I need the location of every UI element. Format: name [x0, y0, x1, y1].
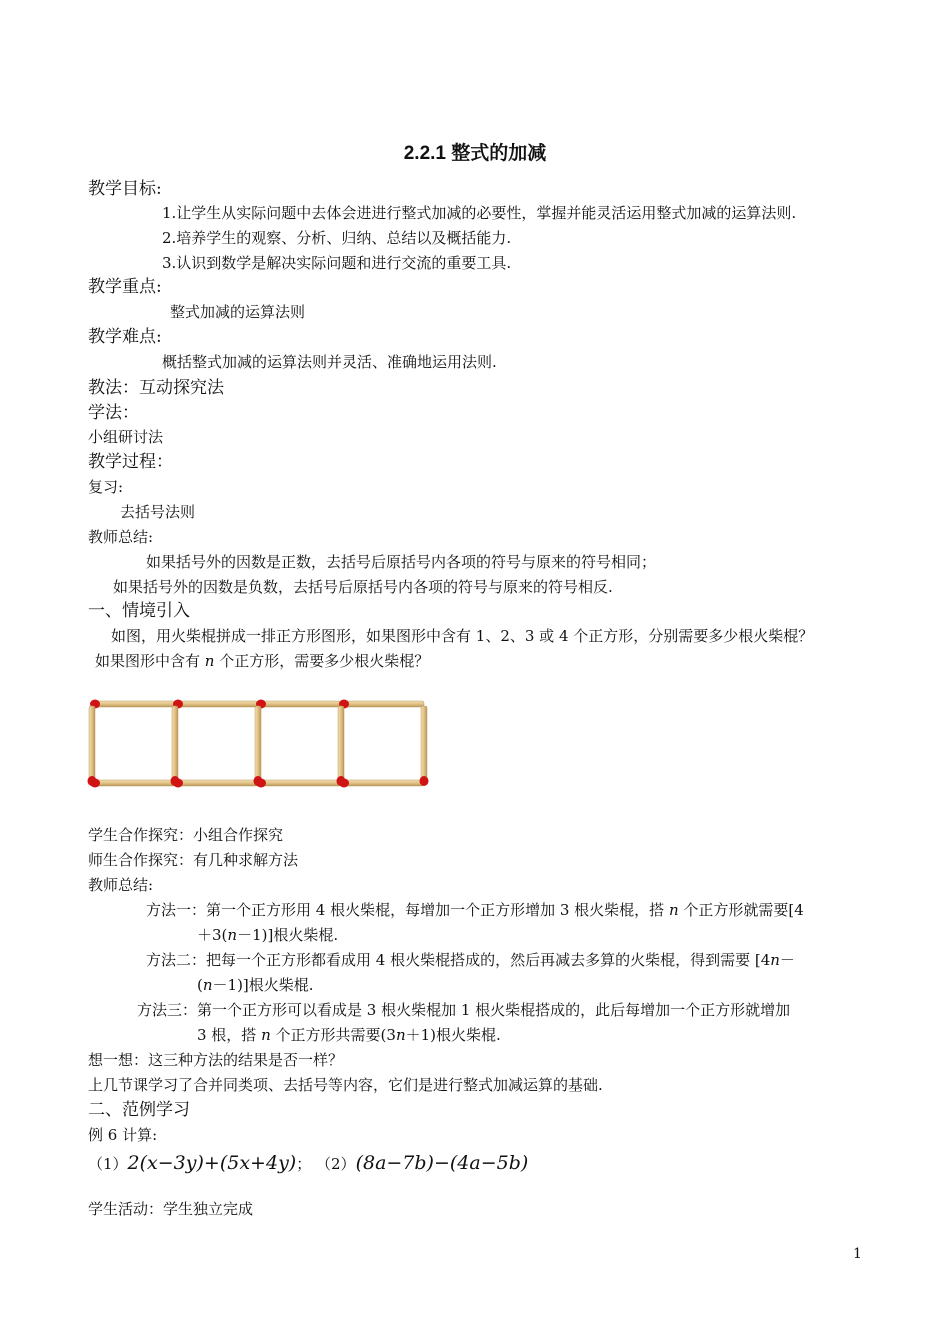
match-vertical: [89, 706, 95, 783]
student-exploration: 学生合作探究：小组合作探究: [88, 826, 284, 844]
match-head: [420, 776, 429, 786]
question-line1: 如图，用火柴棍拼成一排正方形图形，如果图形中含有 1、2、3 或 4 个正方形，分别需要多少根火柴棍？: [111, 627, 814, 645]
method3-line1: 方法三：第一个正方形可以看成是 3 根火柴棍加 1 根火柴棍搭成的，此后每增加一个正方形就增加: [137, 1001, 791, 1019]
match-head: [254, 776, 263, 786]
match-head: [337, 776, 346, 786]
goal-item: 2.培养学生的观察、分析、归纳、总结以及概括能力.: [162, 229, 512, 247]
match-horizontal: [260, 780, 341, 786]
section2-heading: 二、范例学习: [88, 1100, 190, 1120]
goal-item: 1.让学生从实际问题中去体会进进行整式加减的必要性，掌握并能灵活运用整式加减的运算法则.: [162, 204, 797, 222]
problem1-expression: 2(x−3y)+(5x+4y): [127, 1152, 297, 1174]
method1-line1: 方法一：第一个正方形用 4 根火柴棍，每增加一个正方形增加 3 根火柴棍，搭 n 个正方形就需要[4: [146, 901, 804, 919]
method2-line2: (n－1)]根火柴棍.: [197, 976, 314, 994]
explore-summary-label: 教师总结:: [88, 876, 154, 894]
matchstick-figure: [84, 694, 434, 796]
teacher-student-exploration: 师生合作探究：有几种求解方法: [88, 851, 299, 869]
match-horizontal: [94, 780, 175, 786]
review-label: 复习:: [88, 478, 124, 496]
page-number: 1: [853, 1246, 862, 1262]
match-vertical: [172, 706, 178, 783]
match-horizontal: [260, 701, 341, 707]
match-horizontal: [94, 701, 175, 707]
example-label: 例 6 计算:: [88, 1126, 158, 1144]
rule-negative: 如果括号外的因数是负数，去括号后原括号内各项的符号与原来的符号相反.: [113, 578, 613, 596]
think-question: 想一想：这三种方法的结果是否一样？: [88, 1051, 344, 1069]
learning-method-heading: 学法：: [88, 403, 139, 423]
section1-heading: 一、情境引入: [88, 601, 190, 621]
problem1-label: （1）: [88, 1155, 128, 1173]
method3-line2: 3 根，搭 n 个正方形共需要(3n＋1)根火柴棍.: [197, 1026, 501, 1044]
rule-positive: 如果括号外的因数是正数，去括号后原括号内各项的符号与原来的符号相同；: [146, 553, 657, 571]
match-head: [171, 776, 180, 786]
match-head: [88, 776, 97, 786]
goal-item: 3.认识到数学是解决实际问题和进行交流的重要工具.: [162, 254, 512, 272]
key-point-text: 整式加减的运算法则: [170, 303, 306, 321]
method2-line1: 方法二：把每一个正方形都看成用 4 根火柴棍搭成的，然后再减去多算的火柴棍，得到需要 [4n－: [146, 951, 795, 969]
match-vertical: [255, 706, 261, 783]
difficulty-heading: 教学难点:: [88, 327, 162, 347]
student-activity: 学生活动：学生独立完成: [88, 1200, 254, 1218]
match-vertical: [338, 706, 344, 783]
match-horizontal: [177, 780, 258, 786]
foundation-note: 上几节课学习了合并同类项、去括号等内容，它们是进行整式加减运算的基础.: [88, 1076, 603, 1094]
example-problems: （1）2(x−3y)+(5x+4y)； （2）(8a−7b)−(4a−5b): [88, 1152, 529, 1174]
key-point-heading: 教学重点:: [88, 277, 162, 297]
goals-heading: 教学目标:: [88, 179, 162, 199]
match-horizontal: [343, 780, 424, 786]
teaching-method: 教法：互动探究法: [88, 378, 224, 398]
summary-label: 教师总结:: [88, 528, 154, 546]
match-vertical: [421, 706, 427, 783]
problem2-label: （2）: [316, 1155, 356, 1173]
match-horizontal: [343, 701, 424, 707]
difficulty-text: 概括整式加减的运算法则并灵活、准确地运用法则.: [162, 353, 497, 371]
problem2-expression: (8a−7b)−(4a−5b): [355, 1152, 529, 1174]
method1-line2: ＋3(n－1)]根火柴棍.: [197, 926, 339, 944]
question-line2: 如果图形中含有 n 个正方形，需要多少根火柴棍？: [95, 652, 430, 670]
learning-method-text: 小组研讨法: [88, 428, 164, 446]
process-heading: 教学过程：: [88, 452, 173, 472]
review-text: 去括号法则: [120, 503, 196, 521]
page-title: 2.2.1 整式的加减: [403, 143, 547, 164]
match-horizontal: [177, 701, 258, 707]
